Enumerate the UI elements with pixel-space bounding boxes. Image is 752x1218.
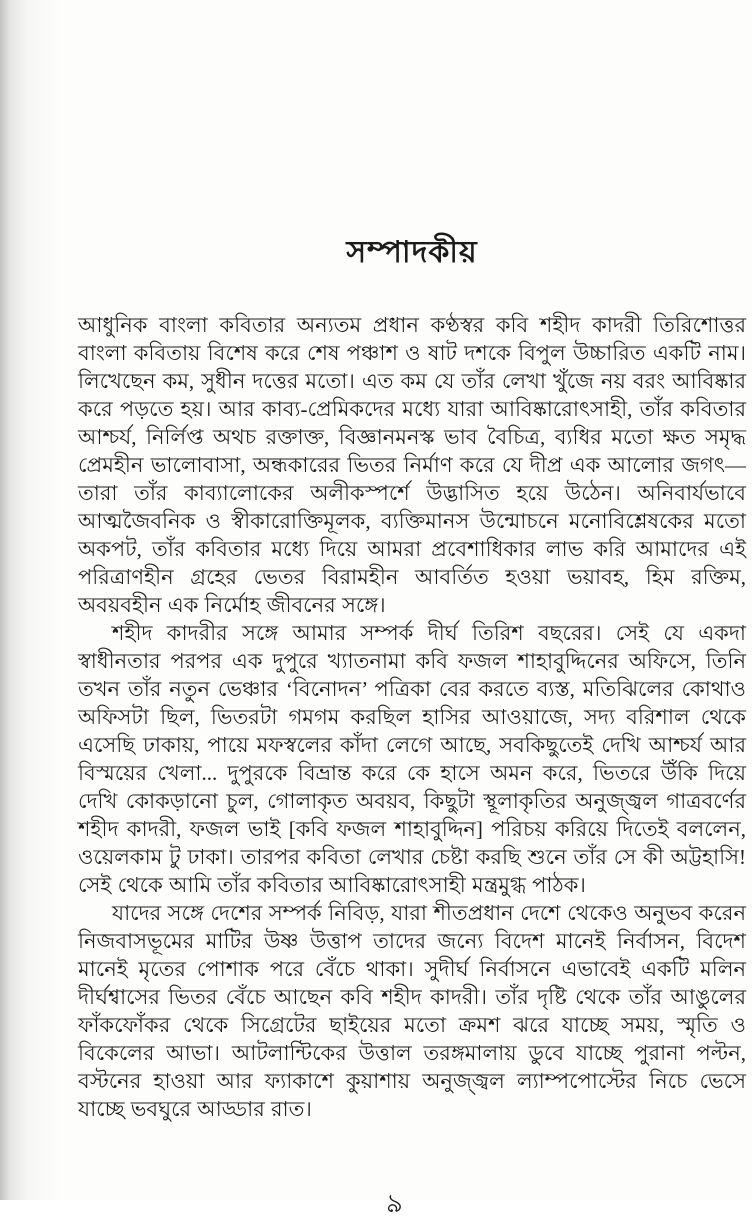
paragraph: শহীদ কাদরীর সঙ্গে আমার সম্পর্ক দীর্ঘ তিরিশ বছরের। সেই যে একদা স্বাধীনতার পরপর এক দুপুরে খ্যাতনামা কবি ফজল শাহাবুদ্দিনের অফিসে, তিনি তখন তাঁর নতুন ভেঞ্চার ‘বিনোদন’ পত্রিকা বের করতে ব্যস্ত, মতিঝিলের কোথাও অফিসটা ছিল, ভিতরটা গমগম করছিল হাসির আওয়াজে, সদ্য বরিশাল থেকে এসেছি ঢাকায়, পায়ে মফস্বলের কাঁদা লেগে আছে, সবকিছুতেই দেখি আশ্চর্য আর বিস্ময়ের খেলা... দুপুরকে বিভ্রান্ত করে কে হাসে অমন করে, ভিতরে উঁকি দিয়ে দেখি কোকড়ানো চুল, গোলাকৃত অবয়ব, কিছুটা স্থূলাকৃতির অনুজ্জ্বল গাত্রবর্ণের শহীদ কাদরী, ফজল ভাই [কবি ফজল শাহাবুদ্দিন] পরিচয় করিয়ে দিতেই বললেন, ওয়েলকাম টু ঢাকা। তারপর কবিতা লেখার চেষ্টা করছি শুনে তাঁর সে কী অট্টহাসি! সেই থেকে আমি তাঁর কবিতার আবিষ্কারোৎসাহী মন্ত্রমুগ্ধ পাঠক। <box>78 621 746 897</box>
page-title: সম্পাদকীয় <box>346 236 478 269</box>
paragraph: আধুনিক বাংলা কবিতার অন্যতম প্রধান কণ্ঠস্বর কবি শহীদ কাদরী তিরিশোত্তর বাংলা কবিতায় বিশেষ করে শেষ পঞ্চাশ ও ষাট দশকে বিপুল উচ্চারিত একটি নাম। লিখেছেন কম, সুধীন দত্তের মতো। এত কম যে তাঁর লেখা খুঁজে নয় বরং আবিষ্কার করে পড়তে হয়। আর কাব্য-প্রেমিকদের মধ্যে যারা আবিষ্কারোৎসাহী, তাঁর কবিতার আশ্চর্য, নির্লিপ্ত অথচ রক্তাক্ত, বিজ্ঞানমনস্ক ভাব বৈচিত্র, ব্যধির মতো ক্ষত সমৃদ্ধ প্রেমহীন ভালোবাসা, অন্ধকারের ভিতর নির্মাণ করে যে দীপ্র এক আলোর জগৎ—তারা তাঁর কাব্যালোকের অলীকস্পর্শে উদ্ভাসিত হয়ে উঠেন। অনিবার্যভাবে আত্মজৈবনিক ও স্বীকারোক্তিমূলক, ব্যক্তিমানস উন্মোচনে মনোবিশ্লেষকের মতো অকপট, তাঁর কবিতার মধ্যে দিয়ে আমরা প্রবেশাধিকার লাভ করি আমাদের এই পরিত্রাণহীন গ্রহের ভেতর বিরামহীন আবর্তিত হওয়া ভয়াবহ, হিম রক্তিম, অবয়বহীন এক নির্মোহ জীবনের সঙ্গে। <box>78 313 746 617</box>
page-gutter-shadow <box>0 0 70 1200</box>
paragraph: যাদের সঙ্গে দেশের সম্পর্ক নিবিড়, যারা শীতপ্রধান দেশে থেকেও অনুভব করেন নিজবাসভূমের মাটির উষ্ণ উত্তাপ তাদের জন্যে বিদেশ মানেই নির্বাসন, বিদেশ মানেই মৃতের পোশাক পরে বেঁচে থাকা। সুদীর্ঘ নির্বাসনে এভাবেই একটি মলিন দীর্ঘশ্বাসের ভিতর বেঁচে আছেন কবি শহীদ কাদরী। তাঁর দৃষ্টি থেকে তাঁর আঙুলের ফাঁকফোঁকর থেকে সিগ্রেটের ছাইয়ের মতো ক্রমশ ঝরে যাচ্ছে সময়, স্মৃতি ও বিকেলের আভা। আটলান্টিকের উত্তাল তরঙ্গমালায় ডুবে যাচ্ছে পুরানা পল্টন, বস্টনের হাওয়া আর ফ্যাকাশে কুয়াশায় অনুজ্জ্বল ল্যাম্পপোস্টের নিচে ভেসে যাচ্ছে ভবঘুরে আড্ডার রাত। <box>78 901 746 1121</box>
page-number: ৯ <box>386 1189 403 1218</box>
page-content <box>78 228 746 1123</box>
editorial-body <box>78 311 746 1123</box>
